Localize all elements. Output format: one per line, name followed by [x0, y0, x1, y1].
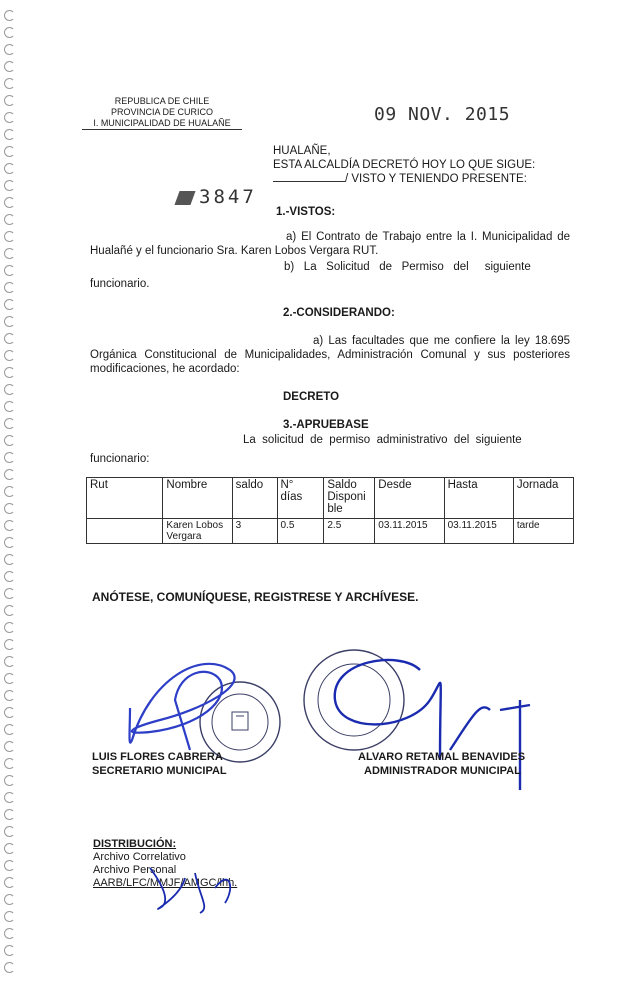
binder-ring [4, 248, 15, 259]
table-cell: Saldo Disponi ble [324, 478, 375, 519]
intro-visto-text: / VISTO Y TENIENDO PRESENTE: [345, 173, 527, 185]
binder-ring [4, 299, 15, 310]
table-cell: 0.5 [277, 519, 324, 544]
vistos-b: b) La Solicitud de Permiso del siguiente [284, 261, 531, 273]
vistos-a: a) El Contrato de Trabajo entre la I. Municipalidad de Hualañé y el funcionario Sra. Karen Lobos Vergara RUT. [90, 231, 570, 257]
binder-ring [4, 384, 15, 395]
left-signatory-name: LUIS FLORES CABRERA [92, 751, 223, 763]
binder-ring [4, 520, 15, 531]
table-cell: Desde [375, 478, 444, 519]
apruebase-title: 3.-APRUEBASE [283, 419, 369, 431]
right-signatory-title: ADMINISTRADOR MUNICIPAL [364, 765, 521, 777]
table-row [87, 478, 574, 519]
binder-ring [4, 401, 15, 412]
left-seal-emblem [232, 712, 248, 730]
table-cell: Jornada [513, 478, 573, 519]
decreto-text-cont: funcionario: [90, 453, 150, 465]
binder-ring [4, 605, 15, 616]
binder-ring [4, 435, 15, 446]
binder-ring [4, 282, 15, 293]
decreto-text: La solicitud de permiso administrativo del siguiente [243, 434, 522, 446]
intro-block [273, 144, 573, 186]
distribution-title: DISTRIBUCIÓN: [93, 838, 177, 850]
table-cell [87, 519, 163, 544]
binder-ring [4, 197, 15, 208]
table-cell: saldo [232, 478, 277, 519]
table-cell: 3 [232, 519, 277, 544]
binder-ring [4, 622, 15, 633]
binder-ring [4, 503, 15, 514]
left-signature-stroke [130, 664, 235, 750]
binder-ring [4, 418, 15, 429]
binder-ring [4, 486, 15, 497]
distribution-item: Archivo Personal [93, 864, 177, 876]
intro-decree-line: ESTA ALCALDÍA DECRETÓ HOY LO QUE SIGUE: [273, 159, 536, 171]
letterhead-country: REPUBLICA DE CHILE [114, 96, 210, 106]
considerando-a: a) Las facultades que me confiere la ley 18.695 Orgánica Constitucional de Municipalidades, Administración Comunal y sus posteriores modificaciones, he acordado: [90, 335, 570, 375]
intro-visto-line [273, 172, 573, 186]
binder-ring [4, 112, 15, 123]
binder-ring [4, 231, 15, 242]
binder-ring [4, 571, 15, 582]
right-signatory [358, 750, 525, 778]
binder-ring [4, 588, 15, 599]
table-cell: 2.5 [324, 519, 375, 544]
vistos-b-cont: funcionario. [90, 278, 150, 290]
table-cell: Hasta [444, 478, 513, 519]
binder-ring [4, 469, 15, 480]
binder-ring [4, 367, 15, 378]
binder-ring [4, 44, 15, 55]
binder-ring [4, 146, 15, 157]
binder-ring [4, 452, 15, 463]
binder-ring [4, 928, 15, 939]
permit-table [86, 477, 574, 544]
decree-number: 3847 [199, 186, 257, 208]
binder-ring [4, 333, 15, 344]
binder-ring [4, 860, 15, 871]
letterhead-province: PROVINCIA DE CURICO [110, 107, 213, 117]
binder-ring [4, 945, 15, 956]
date-stamp: 09 NOV. 2015 [374, 104, 511, 125]
binder-ring [4, 265, 15, 276]
binder-ring [4, 27, 15, 38]
intro-city: HUALAÑE, [273, 145, 331, 157]
closing-line: ANÓTESE, COMUNÍQUESE, REGISTRESE Y ARCHÍVESE. [92, 590, 419, 604]
left-seal-inner [212, 694, 268, 750]
table-cell: Nombre [163, 478, 232, 519]
binder-ring [4, 894, 15, 905]
left-signatory-title: SECRETARIO MUNICIPAL [92, 765, 227, 777]
table-cell: N° días [277, 478, 324, 519]
considerando-title: 2.-CONSIDERANDO: [283, 307, 395, 319]
binder-ring [4, 911, 15, 922]
binder-ring [4, 163, 15, 174]
binder-ring [4, 61, 15, 72]
binder-ring [4, 316, 15, 327]
binder-ring [4, 95, 15, 106]
table-cell: Rut [87, 478, 163, 519]
left-signatory [92, 750, 227, 778]
distribution-item: AARB/LFC/MMJF/AMGC/lhh. [93, 877, 238, 889]
table-row [87, 519, 574, 544]
number-stamp-mark [174, 191, 195, 205]
table-cell: Karen Lobos Vergara [163, 519, 232, 544]
binder-ring [4, 554, 15, 565]
binder-ring [4, 78, 15, 89]
binder-ring [4, 180, 15, 191]
table-cell: 03.11.2015 [444, 519, 513, 544]
binder-ring [4, 962, 15, 973]
letterhead-municipality: I. MUNICIPALIDAD DE HUALAÑE [82, 118, 242, 130]
decreto-title: DECRETO [283, 391, 340, 403]
right-signatory-name: ALVARO RETAMAL BENAVIDES [358, 751, 526, 763]
binder-ring [4, 129, 15, 140]
distribution-item: Archivo Correlativo [93, 851, 186, 863]
binder-ring [4, 537, 15, 548]
table-cell: tarde [513, 519, 573, 544]
right-seal-outer [304, 650, 404, 750]
table-cell: 03.11.2015 [375, 519, 444, 544]
vistos-title: 1.-VISTOS: [276, 206, 336, 218]
initials-scribble [140, 858, 260, 918]
binder-ring [4, 214, 15, 225]
binder-ring [4, 350, 15, 361]
letterhead [82, 96, 242, 130]
binder-ring [4, 10, 15, 21]
binder-ring [4, 877, 15, 888]
